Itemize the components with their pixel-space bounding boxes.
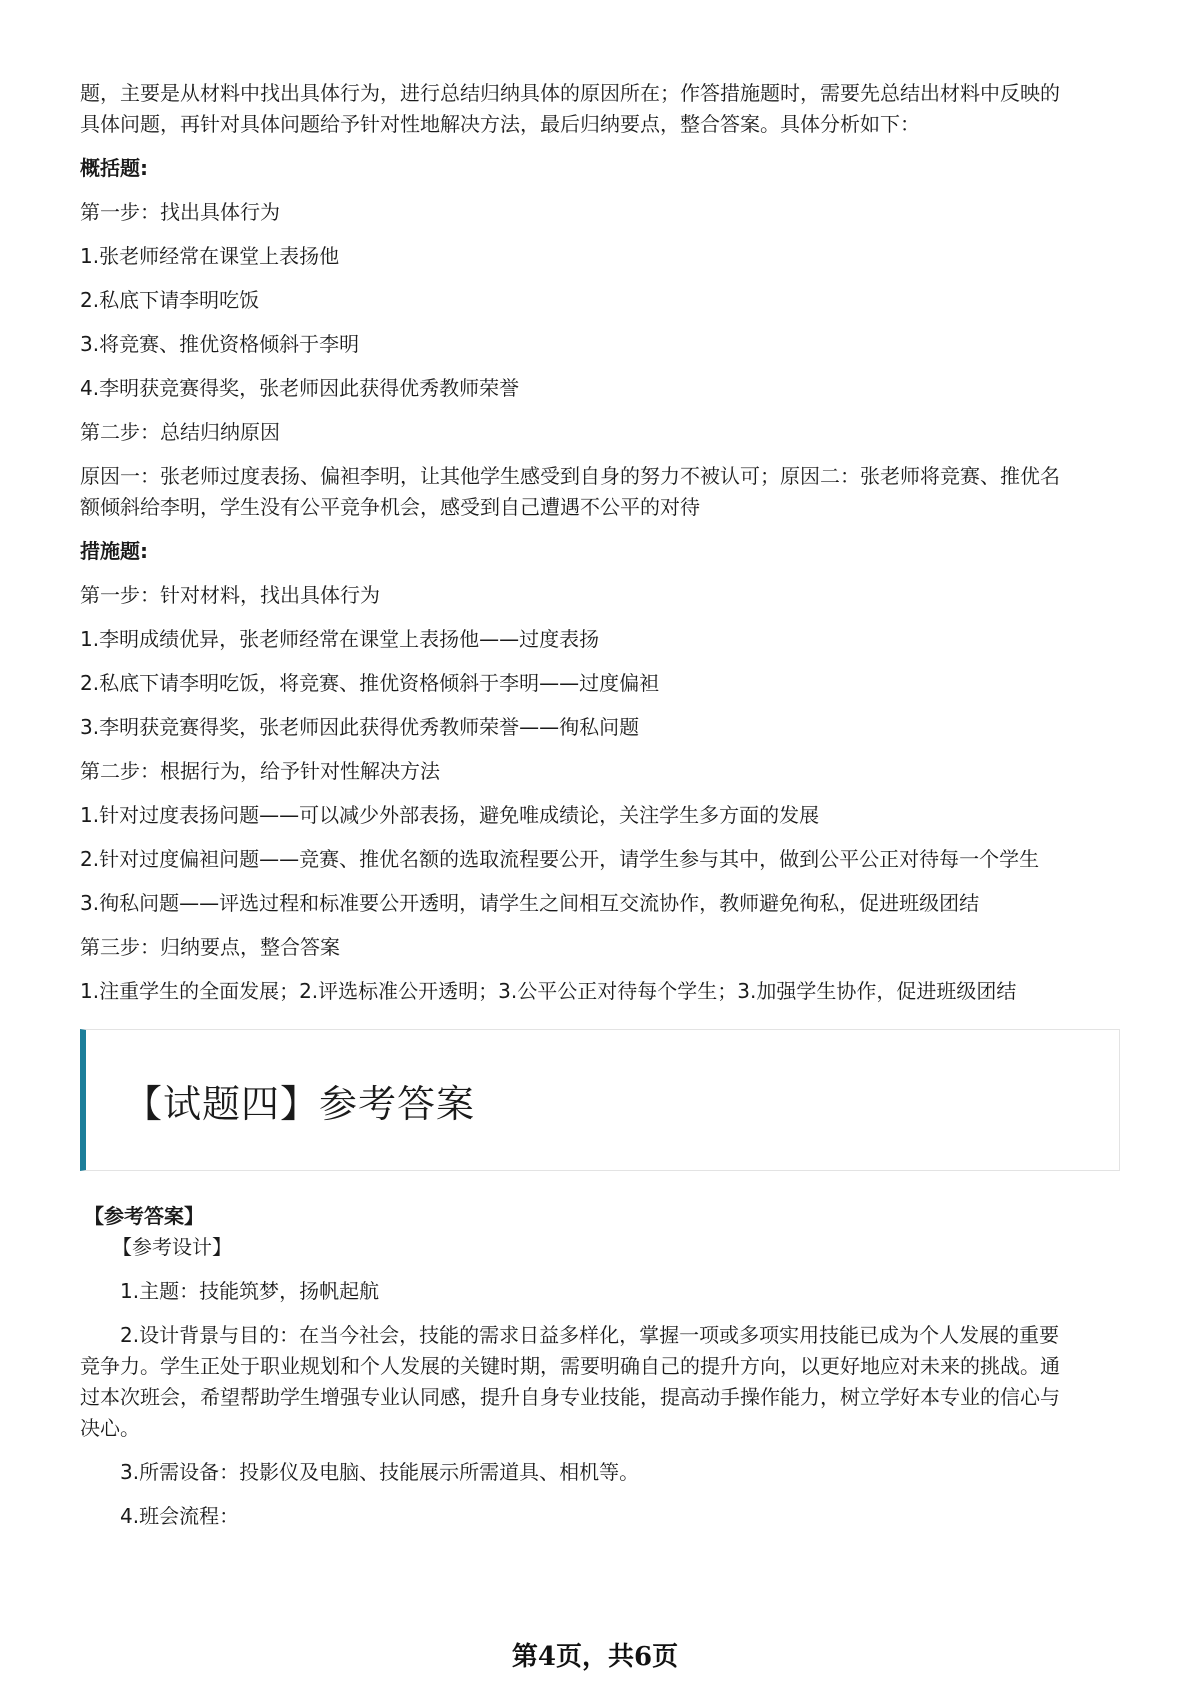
answer-content [80, 1201, 1120, 1532]
measures-step1-item: 3.李明获竞赛得奖，张老师因此获得优秀教师荣誉——徇私问题 [80, 715, 640, 739]
design-label: 【参考设计】 [112, 1235, 232, 1259]
summary-step1-item: 4.李明获竞赛得奖，张老师因此获得优秀教师荣誉 [80, 376, 520, 400]
measures-step3-text: 1.注重学生的全面发展；2.评选标准公开透明；3.公平公正对待每个学生；3.加强学生协作，促进班级团结 [80, 979, 1017, 1003]
measures-step2-title: 第二步：根据行为，给予针对性解决方法 [80, 759, 440, 783]
answer-label: 【参考答案】 [84, 1204, 204, 1228]
summary-step1-item: 1.张老师经常在课堂上表扬他 [80, 244, 340, 268]
measures-step1-item: 2.私底下请李明吃饭，将竞赛、推优资格倾斜于李明——过度偏袒 [80, 671, 660, 695]
design-background-line: 决心。 [80, 1416, 140, 1440]
design-background-line: 竞争力。学生正处于职业规划和个人发展的关键时期，需要明确自己的提升方向，以更好地应对未来的挑战。通 [80, 1354, 1060, 1378]
document-page [80, 78, 1120, 1545]
design-theme: 1.主题：技能筑梦，扬帆起航 [120, 1279, 380, 1303]
summary-step2-line-2: 额倾斜给李明，学生没有公平竞争机会，感受到自己遭遇不公平的对待 [80, 495, 700, 519]
design-equipment: 3.所需设备：投影仪及电脑、技能展示所需道具、相机等。 [120, 1460, 640, 1484]
measures-heading: 措施题: [80, 539, 148, 563]
summary-step2-line-1: 原因一：张老师过度表扬、偏袒李明，让其他学生感受到自身的努力不被认可；原因二：张老师将竞赛、推优名 [80, 464, 1060, 488]
answer-section-header [80, 1029, 1120, 1171]
intro-line-1: 题，主要是从材料中找出具体行为，进行总结归纳具体的原因所在；作答措施题时，需要先总结出材料中反映的 [80, 81, 1060, 105]
page-number-footer: 第4页，共6页 [511, 1642, 679, 1672]
summary-step1-item: 3.将竞赛、推优资格倾斜于李明 [80, 332, 360, 356]
summary-heading: 概括题: [80, 156, 148, 180]
design-background-line: 过本次班会，希望帮助学生增强专业认同感，提升自身专业技能，提高动手操作能力，树立学好本专业的信心与 [80, 1385, 1060, 1409]
answer-section-title: 【试题四】参考答案 [124, 1081, 476, 1126]
measures-step2-item: 1.针对过度表扬问题——可以减少外部表扬，避免唯成绩论，关注学生多方面的发展 [80, 803, 820, 827]
measures-step1-title: 第一步：针对材料，找出具体行为 [80, 583, 380, 607]
measures-step2-item: 2.针对过度偏袒问题——竞赛、推优名额的选取流程要公开，请学生参与其中，做到公平公正对待每一个学生 [80, 847, 1040, 871]
intro-line-2: 具体问题，再针对具体问题给予针对性地解决方法，最后归纳要点，整合答案。具体分析如下： [80, 112, 920, 136]
measures-step1-item: 1.李明成绩优异，张老师经常在课堂上表扬他——过度表扬 [80, 627, 600, 651]
design-background-line: 2.设计背景与目的：在当今社会，技能的需求日益多样化，掌握一项或多项实用技能已成为个人发展的重要 [120, 1323, 1060, 1347]
summary-step1-item: 2.私底下请李明吃饭 [80, 288, 260, 312]
summary-step1-title: 第一步：找出具体行为 [80, 200, 280, 224]
measures-step2-item: 3.徇私问题——评选过程和标准要公开透明，请学生之间相互交流协作，教师避免徇私，促进班级团结 [80, 891, 980, 915]
summary-step2-title: 第二步：总结归纳原因 [80, 420, 280, 444]
measures-step3-title: 第三步：归纳要点，整合答案 [80, 935, 340, 959]
design-process: 4.班会流程： [120, 1504, 240, 1528]
